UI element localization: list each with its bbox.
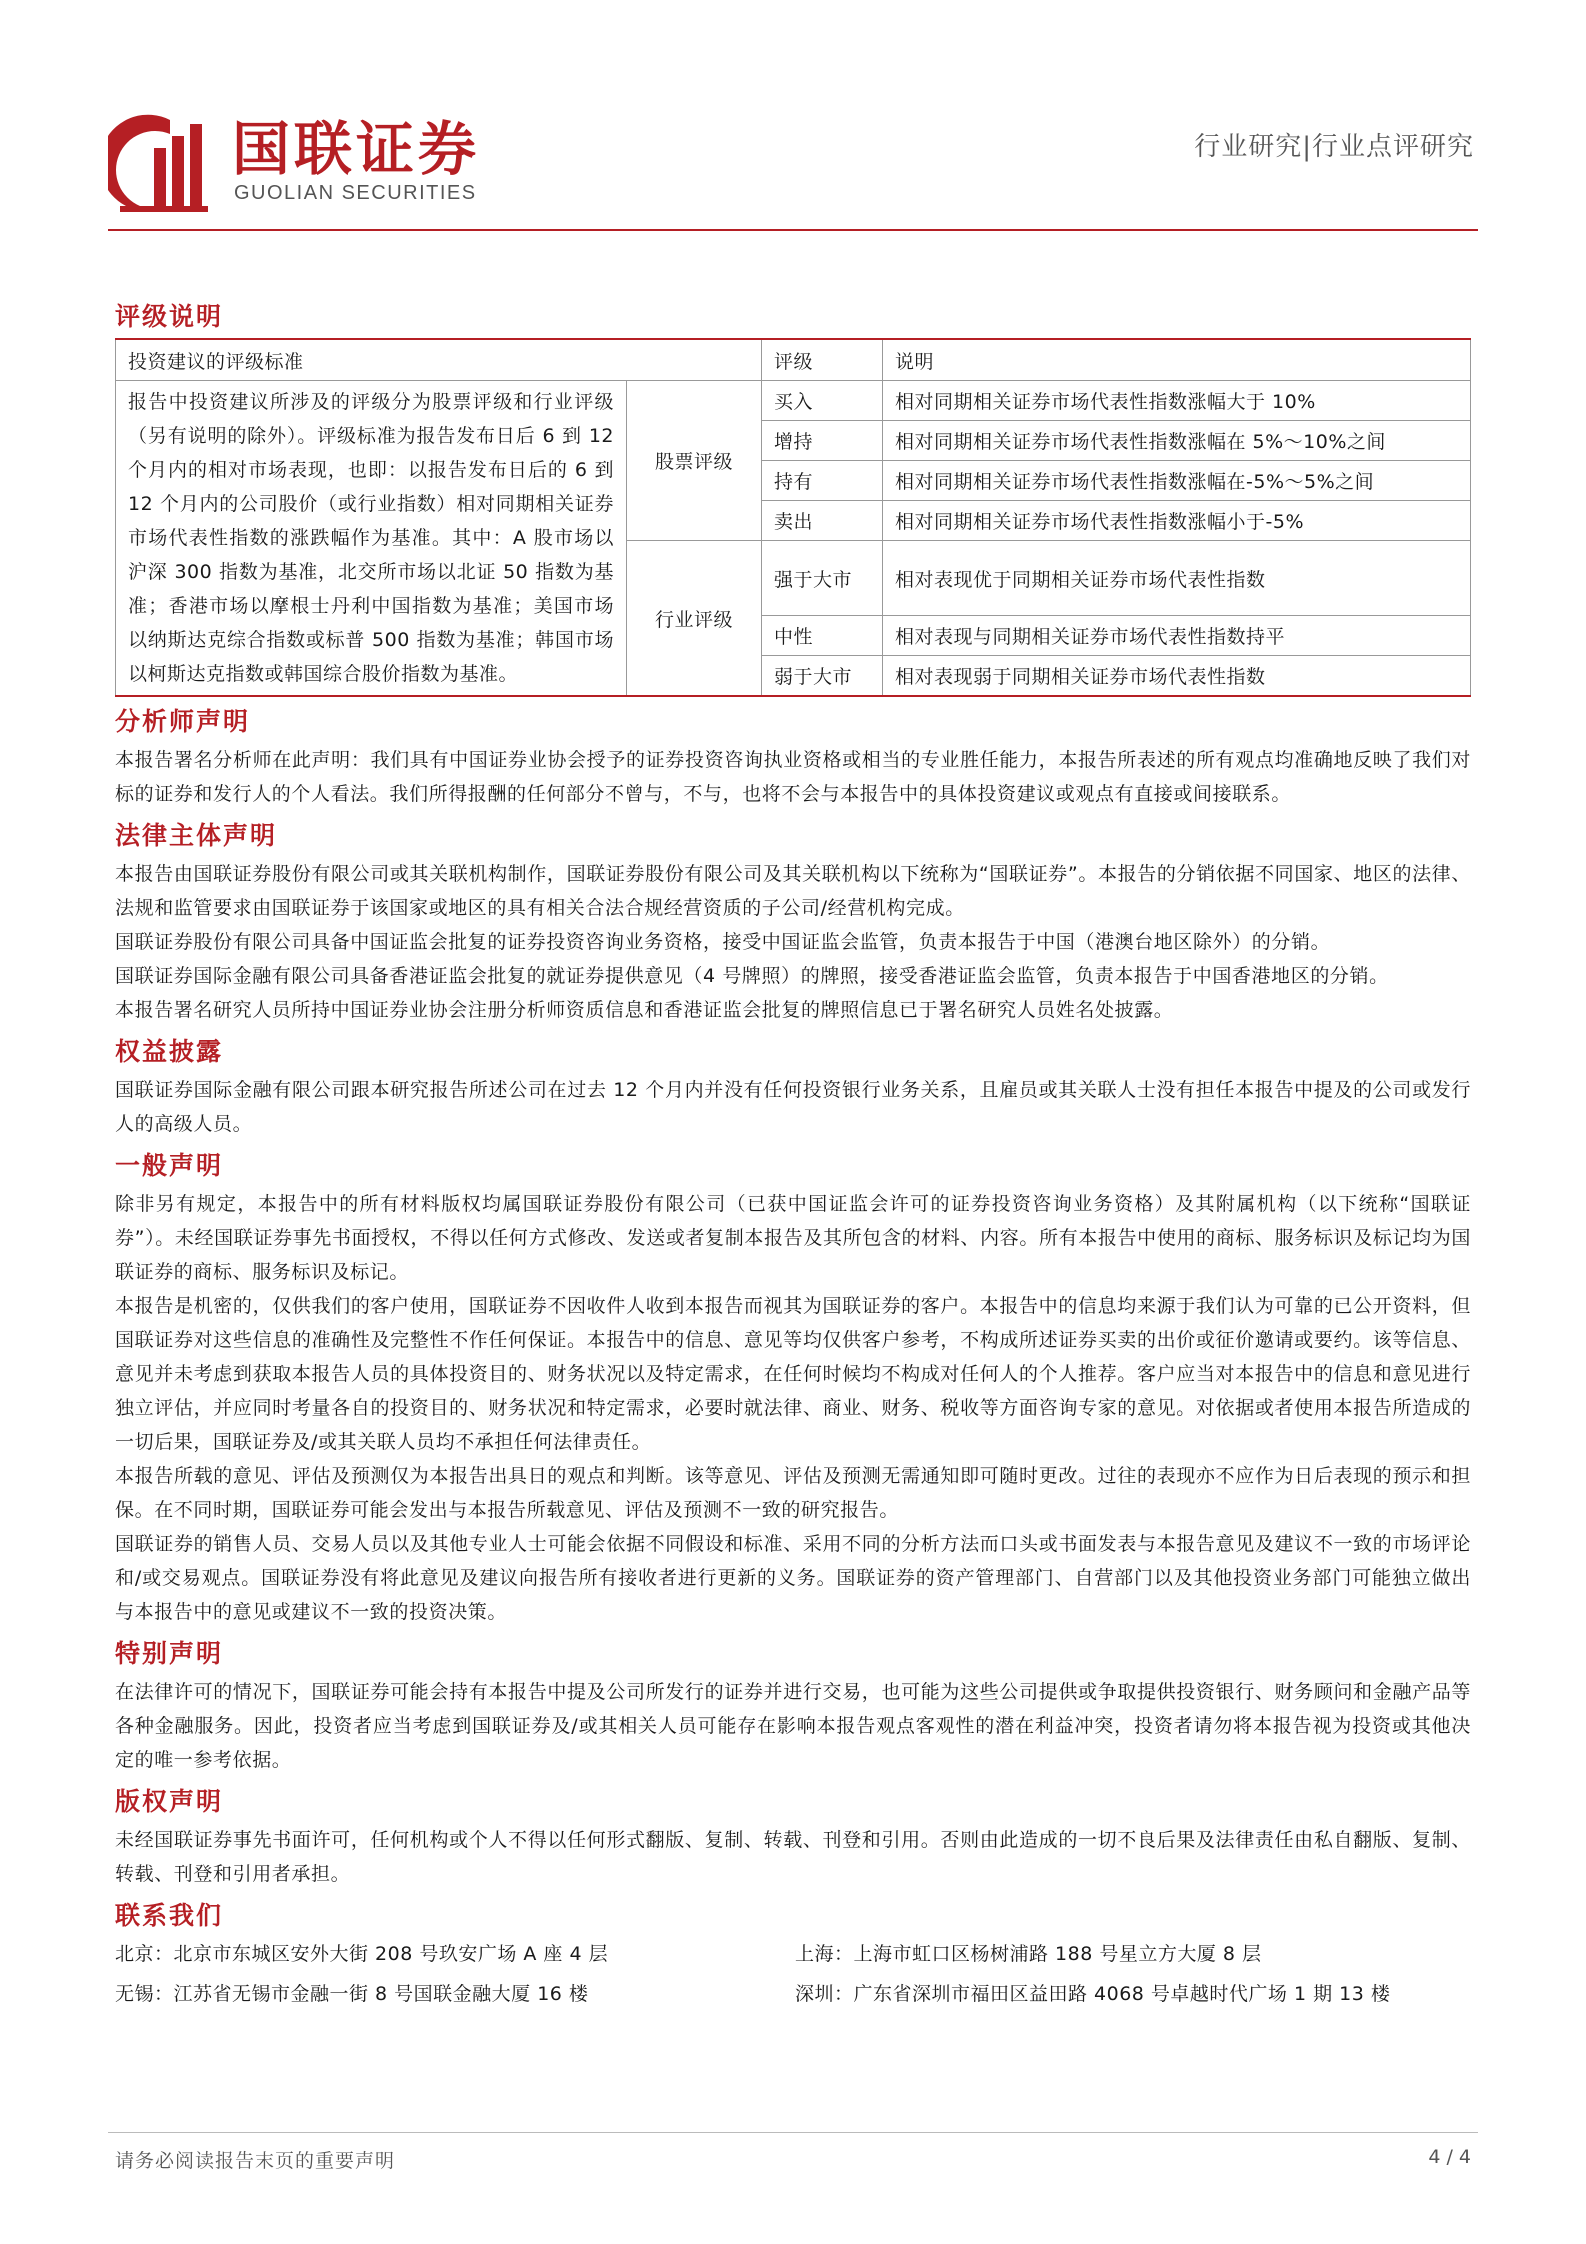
rating-table	[115, 338, 1471, 697]
interest-section	[115, 1035, 1471, 1141]
rating-rank: 卖出	[762, 501, 883, 541]
interest-paragraph: 国联证券国际金融有限公司跟本研究报告所述公司在过去 12 个月内并没有任何投资银行业务关系，且雇员或其关联人士没有担任本报告中提及的公司或发行人的高级人员。	[115, 1079, 1471, 1135]
rating-section	[115, 300, 1471, 697]
contact-shenzhen: 深圳：广东省深圳市福田区益田路 4068 号卓越时代广场 1 期 13 楼	[795, 1983, 1391, 2005]
copyright-title: 版权声明	[115, 1787, 224, 1816]
analyst-title: 分析师声明	[115, 707, 251, 736]
copyright-paragraph: 未经国联证券事先书面许可，任何机构或个人不得以任何形式翻版、复制、转载、刊登和引用。否则由此造成的一切不良后果及法律责任由私自翻版、复制、转载、刊登和引用者承担。	[115, 1829, 1471, 1885]
rating-title: 评级说明	[115, 302, 224, 331]
general-paragraph: 国联证券的销售人员、交易人员以及其他专业人士可能会依据不同假设和标准、采用不同的分析方法而口头或书面发表与本报告意见及建议不一致的市场评论和/或交易观点。国联证券没有将此意见及建议向报告所有接收者进行更新的义务。国联证券的资产管理部门、自营部门以及其他投资业务部门可能独立做出与本报告中的意见或建议不一致的投资决策。	[115, 1533, 1471, 1623]
interest-title: 权益披露	[115, 1037, 224, 1066]
rating-desc: 相对同期相关证券市场代表性指数涨幅在-5%～5%之间	[883, 461, 1471, 501]
contact-title: 联系我们	[115, 1901, 224, 1930]
rating-desc: 相对表现优于同期相关证券市场代表性指数	[883, 541, 1471, 616]
contact-section	[115, 1899, 1471, 2011]
general-paragraph: 本报告是机密的，仅供我们的客户使用，国联证券不因收件人收到本报告而视其为国联证券的客户。本报告中的信息均来源于我们认为可靠的已公开资料，但国联证券对这些信息的准确性及完整性不作任何保证。本报告中的信息、意见等均仅供客户参考，不构成所述证券买卖的出价或征价邀请或要约。该等信息、意见并未考虑到获取本报告人员的具体投资目的、财务状况以及特定需求，在任何时候均不构成对任何人的个人推荐。客户应当对本报告中的信息和意见进行独立评估，并应同时考量各自的投资目的、财务状况和特定需求，必要时就法律、商业、财务、税收等方面咨询专家的意见。对依据或者使用本报告所造成的一切后果，国联证券及/或其关联人员均不承担任何法律责任。	[115, 1295, 1471, 1453]
legal-paragraph: 本报告署名研究人员所持中国证券业协会注册分析师资质信息和香港证监会批复的牌照信息已于署名研究人员姓名处披露。	[115, 999, 1174, 1021]
report-category: 行业研究|行业点评研究	[1194, 132, 1474, 162]
footer-divider	[108, 2132, 1478, 2133]
special-title: 特别声明	[115, 1639, 224, 1668]
general-section	[115, 1149, 1471, 1629]
page-number: 4 / 4	[1428, 2146, 1471, 2168]
contact-beijing: 北京：北京市东城区安外大街 208 号玖安广场 A 座 4 层	[115, 1943, 609, 1965]
col-rating-header: 评级	[762, 339, 883, 381]
legal-paragraph: 本报告由国联证券股份有限公司或其关联机构制作，国联证券股份有限公司及其关联机构以下统称为“国联证券”。本报告的分销依据不同国家、地区的法律、法规和监管要求由国联证券于该国家或地区的具有相关合法合规经营资质的子公司/经营机构完成。	[115, 863, 1471, 919]
rating-rank: 中性	[762, 616, 883, 656]
rating-rank: 买入	[762, 381, 883, 421]
logo-text-en: GUOLIAN SECURITIES	[234, 182, 477, 204]
guolian-logo-icon	[108, 110, 218, 220]
table-row	[116, 381, 1471, 421]
col-desc-header: 说明	[883, 339, 1471, 381]
rating-desc: 相对同期相关证券市场代表性指数涨幅在 5%～10%之间	[883, 421, 1471, 461]
rating-standard-text: 报告中投资建议所涉及的评级分为股票评级和行业评级（另有说明的除外）。评级标准为报告发布日后 6 到 12 个月内的相对市场表现，也即：以报告发布日后的 6 到 12 个月内的公司股价（或行业指数）相对同期相关证券市场代表性指数的涨跌幅作为基准。其中：A 股市场以沪深 300 指数为基准，北交所市场以北证 50 指数为基准；香港市场以摩根士丹利中国指数为基准；美国市场以纳斯达克综合指数或标普 500 指数为基准；韩国市场以柯斯达克指数或韩国综合股价指数为基准。	[116, 381, 627, 697]
analyst-section	[115, 705, 1471, 811]
rating-desc: 相对表现与同期相关证券市场代表性指数持平	[883, 616, 1471, 656]
contact-wuxi: 无锡：江苏省无锡市金融一街 8 号国联金融大厦 16 楼	[115, 1983, 589, 2005]
legal-paragraph: 国联证券国际金融有限公司具备香港证监会批复的就证券提供意见（4 号牌照）的牌照，接受香港证监会监管，负责本报告于中国香港地区的分销。	[115, 965, 1389, 987]
rating-rank: 弱于大市	[762, 656, 883, 697]
general-title: 一般声明	[115, 1151, 224, 1180]
special-section	[115, 1637, 1471, 1777]
rating-rank: 持有	[762, 461, 883, 501]
rating-desc: 相对表现弱于同期相关证券市场代表性指数	[883, 656, 1471, 697]
logo-text-cn: 国联证券	[232, 115, 481, 183]
legal-section	[115, 819, 1471, 1027]
header-divider	[108, 229, 1478, 231]
special-paragraph: 在法律许可的情况下，国联证券可能会持有本报告中提及公司所发行的证券并进行交易，也可能为这些公司提供或争取提供投资银行、财务顾问和金融产品等各种金融服务。因此，投资者应当考虑到国联证券及/或其相关人员可能存在影响本报告观点客观性的潜在利益冲突，投资者请勿将本报告视为投资或其他决定的唯一参考依据。	[115, 1681, 1471, 1771]
col-standard-header: 投资建议的评级标准	[116, 339, 762, 381]
legal-title: 法律主体声明	[115, 821, 278, 850]
page-header	[0, 0, 1586, 240]
table-header-row	[116, 339, 1471, 381]
legal-paragraph: 国联证券股份有限公司具备中国证监会批复的证券投资咨询业务资格，接受中国证监会监管，负责本报告于中国（港澳台地区除外）的分销。	[115, 931, 1331, 953]
stock-rating-group: 股票评级	[627, 381, 762, 541]
copyright-section	[115, 1785, 1471, 1891]
rating-rank: 强于大市	[762, 541, 883, 616]
general-paragraph: 除非另有规定，本报告中的所有材料版权均属国联证券股份有限公司（已获中国证监会许可的证券投资咨询业务资格）及其附属机构（以下统称“国联证券”）。未经国联证券事先书面授权，不得以任何方式修改、发送或者复制本报告及其所包含的材料、内容。所有本报告中使用的商标、服务标识及标记均为国联证券的商标、服务标识及标记。	[115, 1193, 1471, 1283]
rating-desc: 相对同期相关证券市场代表性指数涨幅小于-5%	[883, 501, 1471, 541]
contact-shanghai: 上海：上海市虹口区杨树浦路 188 号星立方大厦 8 层	[795, 1943, 1262, 1965]
industry-rating-group: 行业评级	[627, 541, 762, 697]
rating-desc: 相对同期相关证券市场代表性指数涨幅大于 10%	[883, 381, 1471, 421]
disclosure-content	[115, 300, 1471, 2019]
contact-list	[115, 1937, 1471, 2011]
footer-notice: 请务必阅读报告末页的重要声明	[115, 2150, 396, 2172]
analyst-paragraph: 本报告署名分析师在此声明：我们具有中国证券业协会授予的证券投资咨询执业资格或相当的专业胜任能力，本报告所表述的所有观点均准确地反映了我们对标的证券和发行人的个人看法。我们所得报酬的任何部分不曾与，不与，也将不会与本报告中的具体投资建议或观点有直接或间接联系。	[115, 749, 1471, 805]
general-paragraph: 本报告所载的意见、评估及预测仅为本报告出具日的观点和判断。该等意见、评估及预测无需通知即可随时更改。过往的表现亦不应作为日后表现的预示和担保。在不同时期，国联证券可能会发出与本报告所载意见、评估及预测不一致的研究报告。	[115, 1465, 1471, 1521]
rating-rank: 增持	[762, 421, 883, 461]
